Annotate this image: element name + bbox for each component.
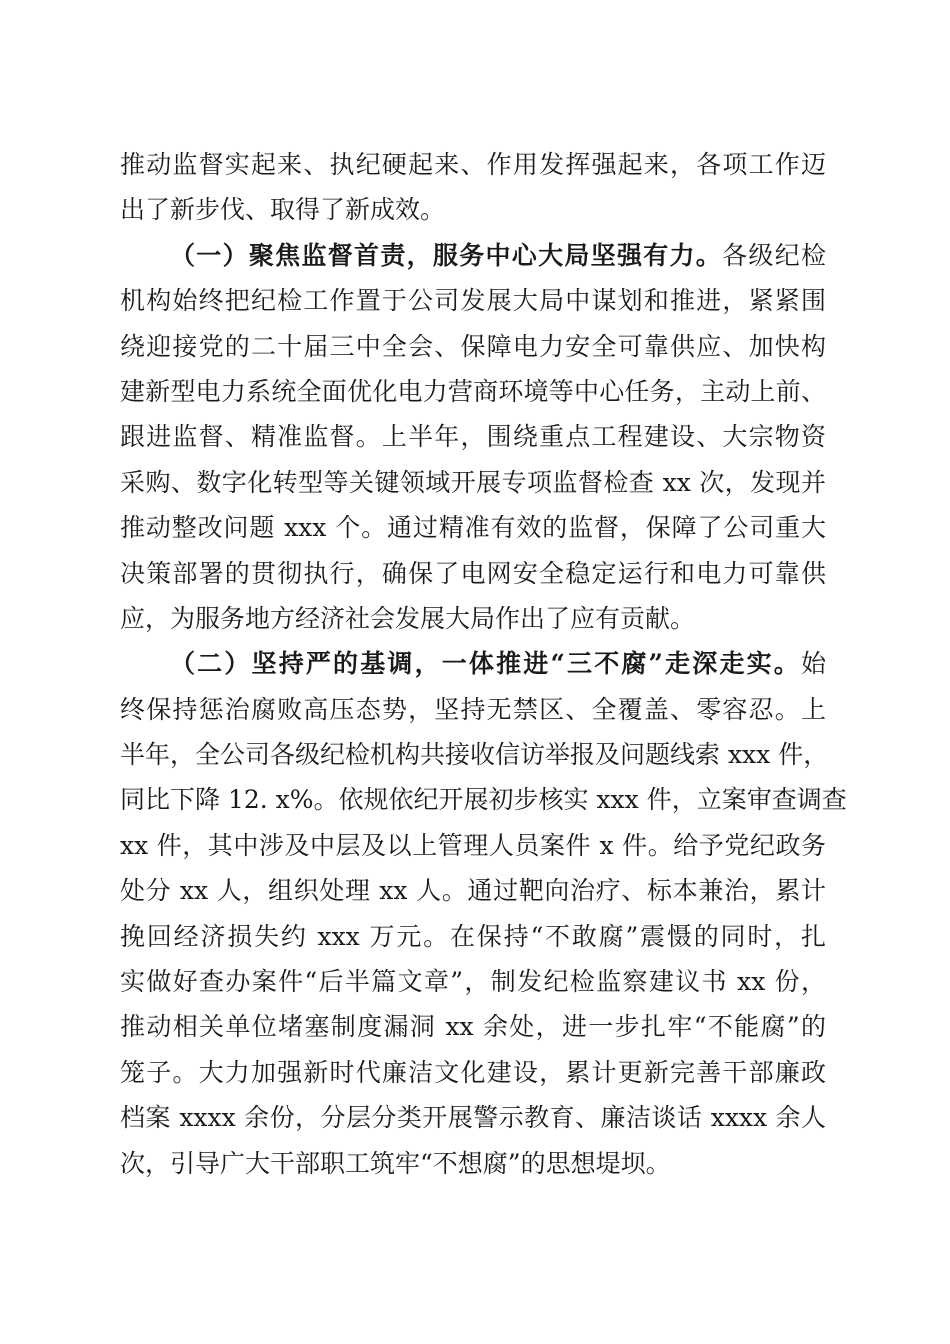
- text-line: 挽回经济损失约 xxx 万元。在保持“不敢腐”震慑的同时，扎: [120, 921, 826, 951]
- section-1-heading: （一）聚焦监督首责，服务中心大局坚强有力。: [170, 240, 723, 270]
- text-line: 实做好查办案件“后半篇文章”，制发纪检监察建议书 xx 份，: [120, 967, 826, 997]
- text-line: 档案 xxxx 余份，分层分类开展警示教育、廉洁谈话 xxxx 余人: [120, 1103, 826, 1133]
- text-line: 出了新步伐、取得了新成效。: [120, 195, 446, 225]
- section-2-heading: （二）坚持严的基调，一体推进“三不腐”走深走实。: [170, 649, 801, 679]
- text-line: 采购、数字化转型等关键领域开展专项监督检查 xx 次，发现并: [120, 467, 826, 497]
- text-line: 跟进监督、精准监督。上半年，围绕重点工程建设、大宗物资: [120, 422, 826, 452]
- text-fragment: 始: [800, 649, 826, 679]
- text-line: 处分 xx 人，组织处理 xx 人。通过靶向治疗、标本兼治，累计: [120, 876, 826, 906]
- text-line: 次，引导广大干部职工筑牢“不想腐”的思想堤坝。: [120, 1148, 671, 1178]
- section-1-first-line: [120, 233, 826, 278]
- text-line: 应，为服务地方经济社会发展大局作出了应有贡献。: [120, 603, 696, 633]
- text-line: xx 件，其中涉及中层及以上管理人员案件 x 件。给予党纪政务: [120, 830, 826, 860]
- text-line: 绕迎接党的二十届三中全会、保障电力安全可靠供应、加快构: [120, 331, 826, 361]
- section-1-paragraph: [120, 233, 826, 642]
- text-line: 推动整改问题 xxx 个。通过精准有效的监督，保障了公司重大: [120, 513, 826, 543]
- text-line: 同比下降 12. x%。依规依纪开展初步核实 xxx 件，立案审查调查: [120, 785, 847, 815]
- text-line: 终保持惩治腐败高压态势，坚持无禁区、全覆盖、零容忍。上: [120, 694, 826, 724]
- intro-paragraph: [120, 142, 826, 233]
- section-2-paragraph: [120, 641, 847, 1186]
- text-line: 决策部署的贯彻执行，确保了电网安全稳定运行和电力可靠供: [120, 558, 826, 588]
- text-line: 建新型电力系统全面优化电力营商环境等中心任务，主动上前、: [120, 376, 826, 406]
- text-line: 半年，全公司各级纪检机构共接收信访举报及问题线索 xxx 件，: [120, 740, 829, 770]
- section-2-first-line: [120, 641, 826, 686]
- text-line: 推动相关单位堵塞制度漏洞 xx 余处，进一步扎牢“不能腐”的: [120, 1012, 826, 1042]
- text-line: 机构始终把纪检工作置于公司发展大局中谋划和推进，紧紧围: [120, 286, 826, 316]
- text-line: 推动监督实起来、执纪硬起来、作用发挥强起来，各项工作迈: [120, 150, 826, 179]
- text-line: 笼子。大力加强新时代廉洁文化建设，累计更新完善干部廉政: [120, 1057, 826, 1087]
- text-fragment: 各级纪检: [722, 240, 826, 270]
- document-body: [120, 142, 847, 1186]
